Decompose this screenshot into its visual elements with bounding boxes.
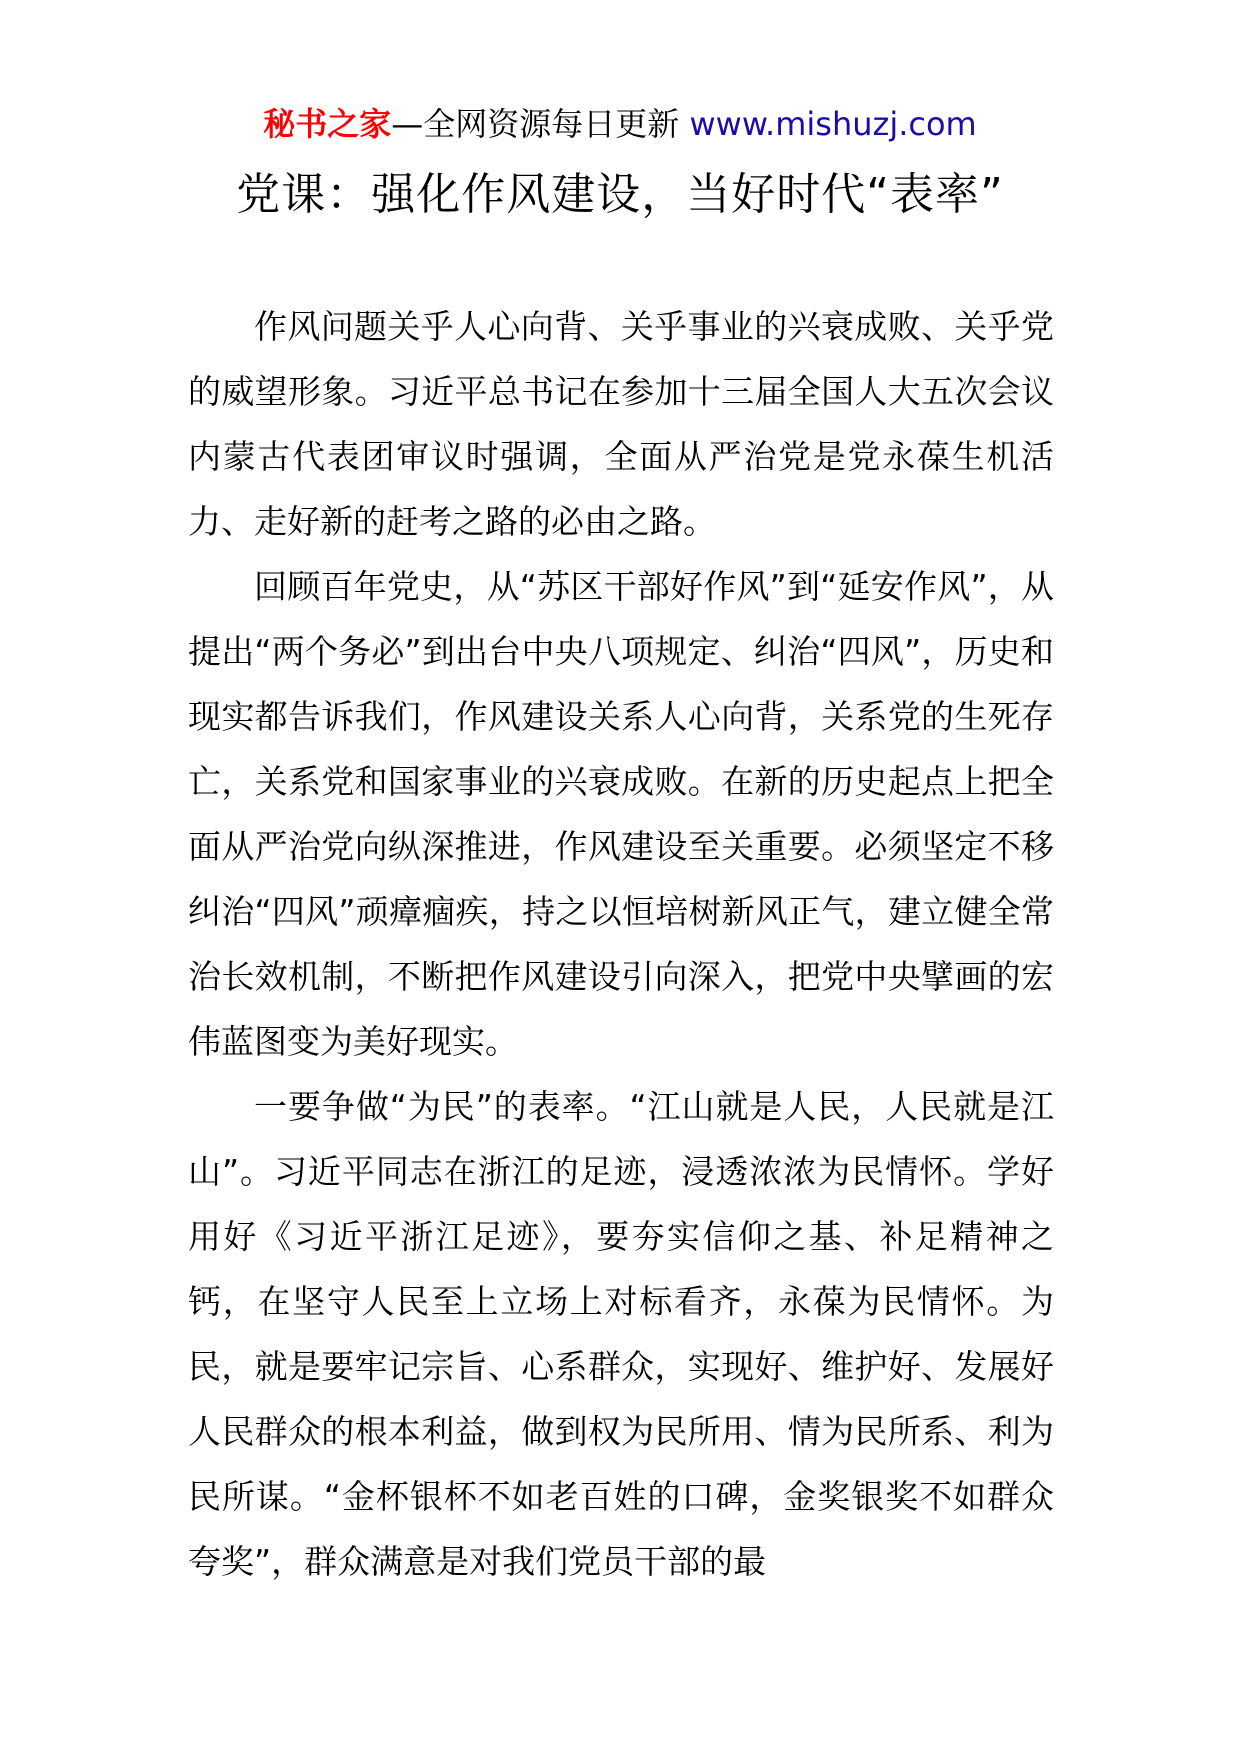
document-title: 党课：强化作风建设，当好时代“表率” xyxy=(236,169,1004,220)
paragraph: 一要争做“为民”的表率。“江山就是人民，人民就是江山”。习近平同志在浙江的足迹，浸透浓浓为民情怀。学好用好《习近平浙江足迹》，要夯实信仰之基、补足精神之钙，在坚守人民至上立场上对标看齐，永葆为民情怀。为民，就是要牢记宗旨、心系群众，实现好、维护好、发展好人民群众的根本利益，做到权为民所用、情为民所系、利为民所谋。“金杯银杯不如老百姓的口碑，金奖银奖不如群众夸奖”，群众满意是对我们党员干部的最 xyxy=(188,1087,1054,1581)
site-brand: 秘书之家 xyxy=(263,105,392,143)
site-url[interactable]: www.mishuzj.com xyxy=(689,105,977,143)
paragraph: 回顾百年党史，从“苏区干部好作风”到“延安作风”，从提出“两个务必”到出台中央八项规定、纠治“四风”，历史和现实都告诉我们，作风建设关系人心向背，关系党的生死存亡，关系党和国家事业的兴衰成败。在新的历史起点上把全面从严治党向纵深推进，作风建设至关重要。必须坚定不移纠治“四风”顽瘴痼疾，持之以恒培树新风正气，建立健全常治长效机制，不断把作风建设引向深入，把党中央擘画的宏伟蓝图变为美好现实。 xyxy=(188,567,1054,1061)
site-tagline: —全网资源每日更新 xyxy=(391,105,690,143)
paragraph: 作风问题关乎人心向背、关乎事业的兴衰成败、关乎党的威望形象。习近平总书记在参加十三届全国人大五次会议内蒙古代表团审议时强调，全面从严治党是党永葆生机活力、走好新的赶考之路的必由之路。 xyxy=(188,307,1054,541)
document-body xyxy=(188,294,1054,1594)
site-header xyxy=(0,98,1240,150)
